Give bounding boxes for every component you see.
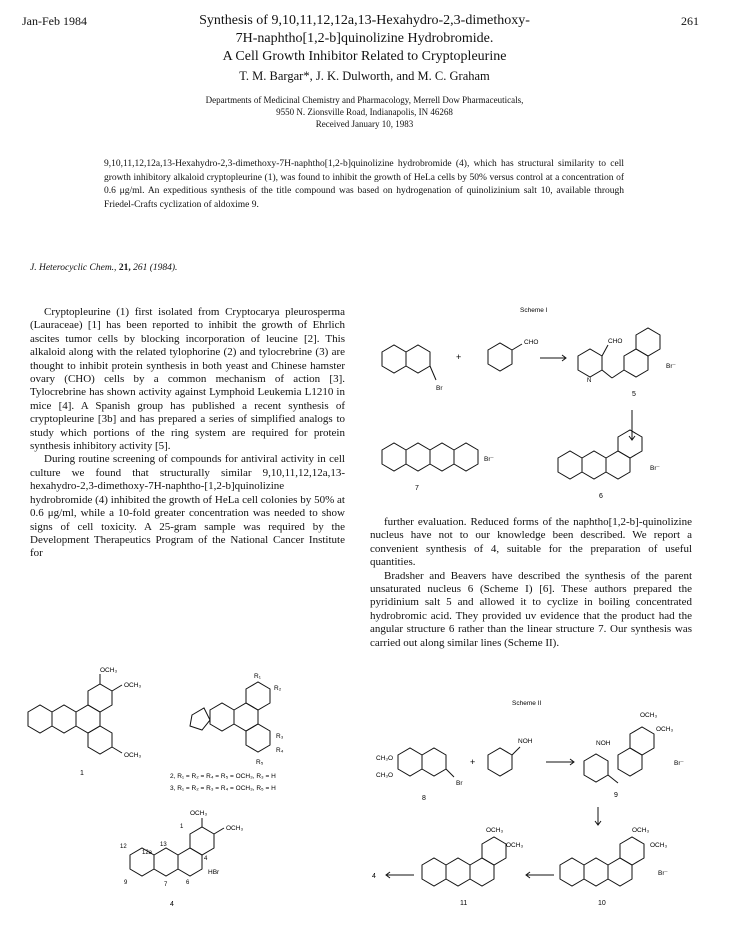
paragraph-evaluation: further evaluation. Reduced forms of the naphtho[1,2-b]-quinolizine nucleus have not to our knowledge been described. We report a convenient synthesis of 4, suitable for the preparation of useful quantities. — [370, 516, 692, 569]
scheme-2-figure — [362, 695, 722, 930]
scheme1-br-anion-6: Br⁻ — [650, 465, 660, 472]
received-date: Received January 10, 1983 — [315, 119, 414, 129]
cpd1-phenanthrene — [88, 726, 112, 754]
compound-10-label: 10 — [598, 900, 606, 907]
cpd7-rings — [454, 443, 478, 471]
compound-5-label: 5 — [632, 391, 636, 398]
position-7: 7 — [164, 882, 168, 888]
position-6: 6 — [186, 880, 190, 886]
cpd1-och3-right: OCH₃ — [124, 682, 142, 689]
cpd4-naphthalene — [190, 827, 214, 855]
pyridine-ring — [488, 343, 512, 371]
scheme1-br-anion-5: Br⁻ — [666, 363, 676, 370]
affiliation — [0, 94, 729, 130]
compound-7-label: 7 — [415, 485, 419, 492]
scheme-1-label: Scheme I — [520, 307, 548, 314]
oxime-pyridine-ring — [488, 748, 512, 776]
cpd2-phenanthrene — [246, 724, 270, 752]
position-12a: 12a — [142, 850, 153, 856]
r1-label: R₁ — [254, 673, 261, 680]
cpd1-piperidine — [28, 705, 52, 733]
compound-8-label: 8 — [422, 795, 426, 802]
paragraph-bradsher: Bradsher and Beavers have described the synthesis of the parent unsaturated nucleus 6 (Scheme I) [6]. These authors prepared the pyridinium salt 5 and allowed it to cyclize in boiling concentrated hydrobromic acid. They provided uv evidence that the product had the angular structure 6 rather than the linear structure 7. Our synthesis was carried out along similar lines (Scheme II). — [370, 569, 692, 649]
scheme2-br-label: Br — [456, 780, 463, 787]
cpd5-naphthyl-ring-a — [624, 349, 648, 377]
compound-4-label: 4 — [170, 901, 174, 908]
plus-sign: + — [456, 352, 462, 362]
compound-6-label: 6 — [599, 493, 603, 500]
scheme1-br-label: Br — [436, 385, 443, 392]
cpd10-br-anion: Br⁻ — [658, 870, 668, 877]
paragraph-screening: During routine screening of compounds for antiviral activity in cell culture we found that structurally similar 9,10,11,12,12a,13-hexahydro-2,3-dimethoxy-7H-naphtho-[1,2-b]quinolizine hydrobromide (4) inhibited the growth of HeLa cell colonies by 50% at 0.6 μg/ml, while a 10-fold greater concentration was needed to show signs of cell toxicity. A 25-gram sample was required by the Development Therapeutics Program of the National Cancer Institute for — [30, 453, 345, 560]
r3-label: R₃ — [276, 733, 284, 740]
cpd5-pyridinium-ring — [578, 349, 602, 377]
cpd5-naphthyl-ring-b — [636, 328, 660, 356]
compound-1-label: 1 — [80, 770, 84, 777]
cpd10-och3-right: OCH₃ — [650, 842, 668, 849]
cpd1-och3-bottom: OCH₃ — [124, 752, 142, 759]
citation-volume: 21, — [118, 263, 131, 273]
affiliation-line-1: Departments of Medicinal Chemistry and Pharmacology, Merrell Dow Pharmaceuticals, — [205, 95, 524, 105]
cpd11-och3-top: OCH₃ — [486, 827, 504, 834]
compound-9-label: 9 — [614, 792, 618, 799]
cpd9-och3-top: OCH₃ — [640, 712, 658, 719]
r5-label: R₅ — [256, 759, 264, 766]
cpd9-och3-right: OCH₃ — [656, 726, 674, 733]
cpd1-och3-top: OCH₃ — [100, 667, 118, 674]
authors: T. M. Bargar*, J. K. Dulworth, and M. C. Graham — [239, 69, 490, 83]
scheme1-n-label-5: N — [587, 378, 592, 384]
affiliation-line-2: 9550 N. Zionsville Road, Indianapolis, IN 46268 — [276, 107, 453, 117]
cpd10-rings — [620, 837, 644, 865]
legend-compound-2: 2, R₁ = R₂ = R₄ = R₅ = OCH₃, R₃ = H — [170, 773, 276, 780]
cpd2-pyrrolidine — [190, 708, 210, 730]
body-left-column — [30, 306, 345, 561]
structures-figure — [20, 660, 360, 930]
cpd9-br-anion: Br⁻ — [674, 760, 684, 767]
cpd8-ch3o-top: CH₃O — [376, 755, 394, 762]
cpd4-hbr: HBr — [208, 869, 220, 876]
cpd9-noh: NOH — [596, 740, 611, 747]
compound-4-arrow-label: 4 — [372, 873, 376, 880]
cpd10-och3-top: OCH₃ — [632, 827, 650, 834]
oxime-noh: NOH — [518, 738, 533, 745]
cpd4-och3-right: OCH₃ — [226, 825, 244, 832]
position-12: 12 — [120, 844, 127, 850]
cpd11-och3-right: OCH₃ — [506, 842, 524, 849]
page-number: 261 — [681, 14, 699, 28]
scheme1-br-anion-7: Br⁻ — [484, 456, 494, 463]
scheme1-cho-label-5: CHO — [608, 338, 623, 345]
article-title — [0, 12, 729, 66]
title-line-1: Synthesis of 9,10,11,12,12a,13-Hexahydro-2,3-dimethoxy- — [199, 13, 530, 28]
naphthalene-ring-b — [406, 345, 430, 373]
scheme-1-figure — [370, 300, 710, 515]
paragraph-intro: Cryptopleurine (1) first isolated from Cryptocarya pleurosperma (Lauraceae) [1] has been reported to inhibit the growth of Ehrlich ascites tumor cells by blocking incorporation of leucine [2]. This alkaloid along with the related tylophorine (2) and tylocrebrine (3) are thought to inhibit protein synthesis in both yeast and Chinese hamster ovary (CHO) cells by a common mechanism of action [3]. Tylocrebrine has shown activity against Lymphoid Leukemia L1210 in mice [4]. A Spanish group has published a recent synthesis of cryptopleurine [3b] and has prepared a series of simplified analogs to study which portions of the ring system are required for protein synthesis inhibitory activity [5]. — [30, 306, 345, 453]
cpd4-och3-top: OCH₃ — [190, 810, 208, 817]
cpd11-rings — [482, 837, 506, 865]
title-line-2: 7H-naphtho[1,2-b]quinolizine Hydrobromide. — [235, 31, 494, 46]
plus-sign-2: + — [470, 757, 476, 767]
journal-date: Jan-Feb 1984 — [22, 14, 87, 28]
legend-compound-3: 3, R₁ = R₂ = R₃ = R₄ = OCH₃, R₅ = H — [170, 785, 276, 792]
cpd8-naphthalene — [422, 748, 446, 776]
citation — [30, 263, 177, 273]
position-13: 13 — [160, 842, 167, 848]
r2-label: R₂ — [274, 685, 282, 692]
position-1: 1 — [180, 824, 184, 830]
scheme1-cho-label: CHO — [524, 339, 539, 346]
naphthalene-ring-a — [382, 345, 406, 373]
cpd8-ch3o-bottom: CH₃O — [376, 772, 394, 779]
abstract: 9,10,11,12,12a,13-Hexahydro-2,3-dimethoxy-7H-naphtho[1,2-b]quinolizine hydrobromide (4), which has structural similarity to cell growth inhibitory alkaloid cryptopleurine (1), was found to inhibit the growth of HeLa cells by 50% versus control at a concentration of 0.6 μg/ml. An expeditious synthesis of the title compound was based on hydrogenation of quinolizinium salt 10, available through Friedel-Crafts cyclization of aldoxime 9. — [104, 159, 624, 210]
r4-label: R₄ — [276, 747, 284, 754]
title-line-3: A Cell Growth Inhibitor Related to Cryptopleurine — [222, 49, 507, 64]
position-9: 9 — [124, 880, 128, 886]
citation-journal: J. Heterocyclic Chem., — [30, 263, 117, 273]
cpd6-rings — [618, 430, 642, 458]
citation-pages: 261 (1984). — [133, 263, 178, 273]
cpd9-naphthalene — [630, 727, 654, 755]
position-4: 4 — [204, 856, 208, 862]
body-right-column — [370, 516, 692, 650]
scheme-2-label: Scheme II — [512, 700, 542, 707]
compound-11-label: 11 — [460, 900, 468, 907]
